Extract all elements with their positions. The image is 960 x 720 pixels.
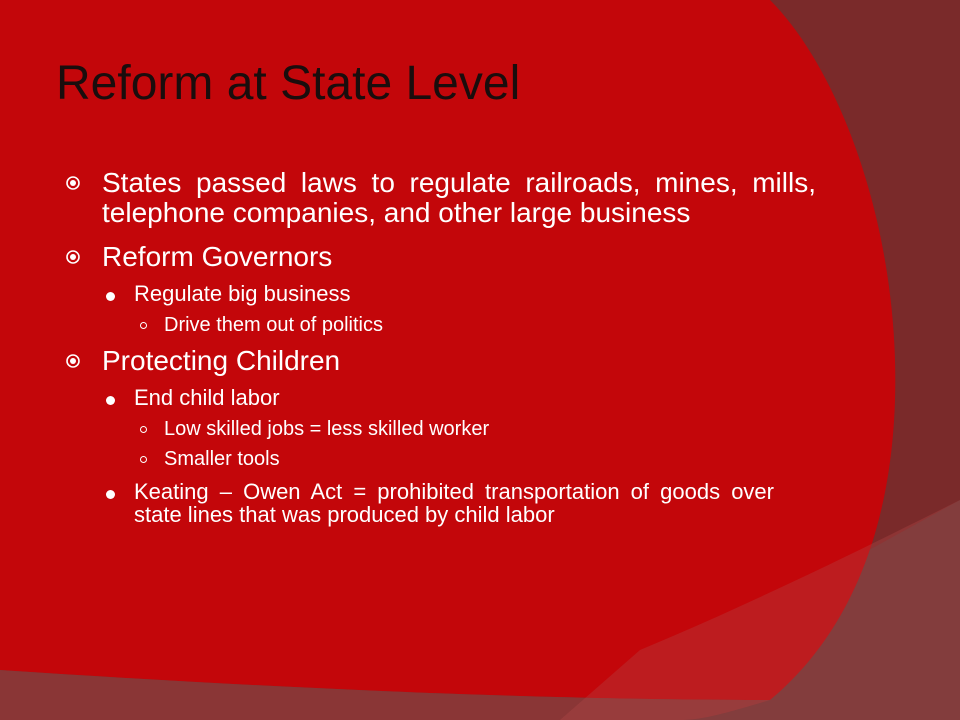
sub-sub-bullet-text: Low skilled jobs = less skilled worker — [164, 418, 490, 440]
ring-bullet-icon — [140, 322, 147, 329]
sub-bullet-item — [134, 282, 816, 306]
sub-sub-bullet-text: Smaller tools — [164, 448, 280, 470]
target-bullet-icon — [66, 176, 80, 190]
sub-bullet-text: End child labor — [134, 385, 280, 410]
ring-bullet-icon — [140, 456, 147, 463]
bullet-text: States passed laws to regulate railroads, mines, mills, telephone companies, and other large business — [102, 167, 816, 228]
slide-title: Reform at State Level — [56, 57, 521, 110]
dot-bullet-icon — [106, 396, 115, 405]
target-bullet-icon — [66, 250, 80, 264]
bullet-item — [66, 346, 816, 376]
bullet-text: Reform Governors — [102, 241, 333, 272]
ring-bullet-icon — [140, 426, 147, 433]
bullet-item — [66, 168, 816, 228]
sub-bullet-text: Keating – Owen Act = prohibited transportation of goods over state lines that was produced by child labor — [134, 479, 774, 527]
sub-sub-bullet-text: Drive them out of politics — [164, 314, 383, 336]
target-bullet-icon — [66, 354, 80, 368]
sub-bullet-item — [134, 386, 816, 410]
dot-bullet-icon — [106, 292, 115, 301]
bullet-item — [66, 242, 816, 272]
sub-sub-bullet-item — [164, 314, 816, 336]
sub-sub-bullet-item — [164, 418, 816, 440]
slide-content — [66, 168, 816, 536]
sub-bullet-text: Regulate big business — [134, 281, 351, 306]
sub-bullet-item — [134, 480, 774, 526]
dot-bullet-icon — [106, 490, 115, 499]
sub-sub-bullet-item — [164, 448, 816, 470]
bullet-text: Protecting Children — [102, 345, 341, 376]
